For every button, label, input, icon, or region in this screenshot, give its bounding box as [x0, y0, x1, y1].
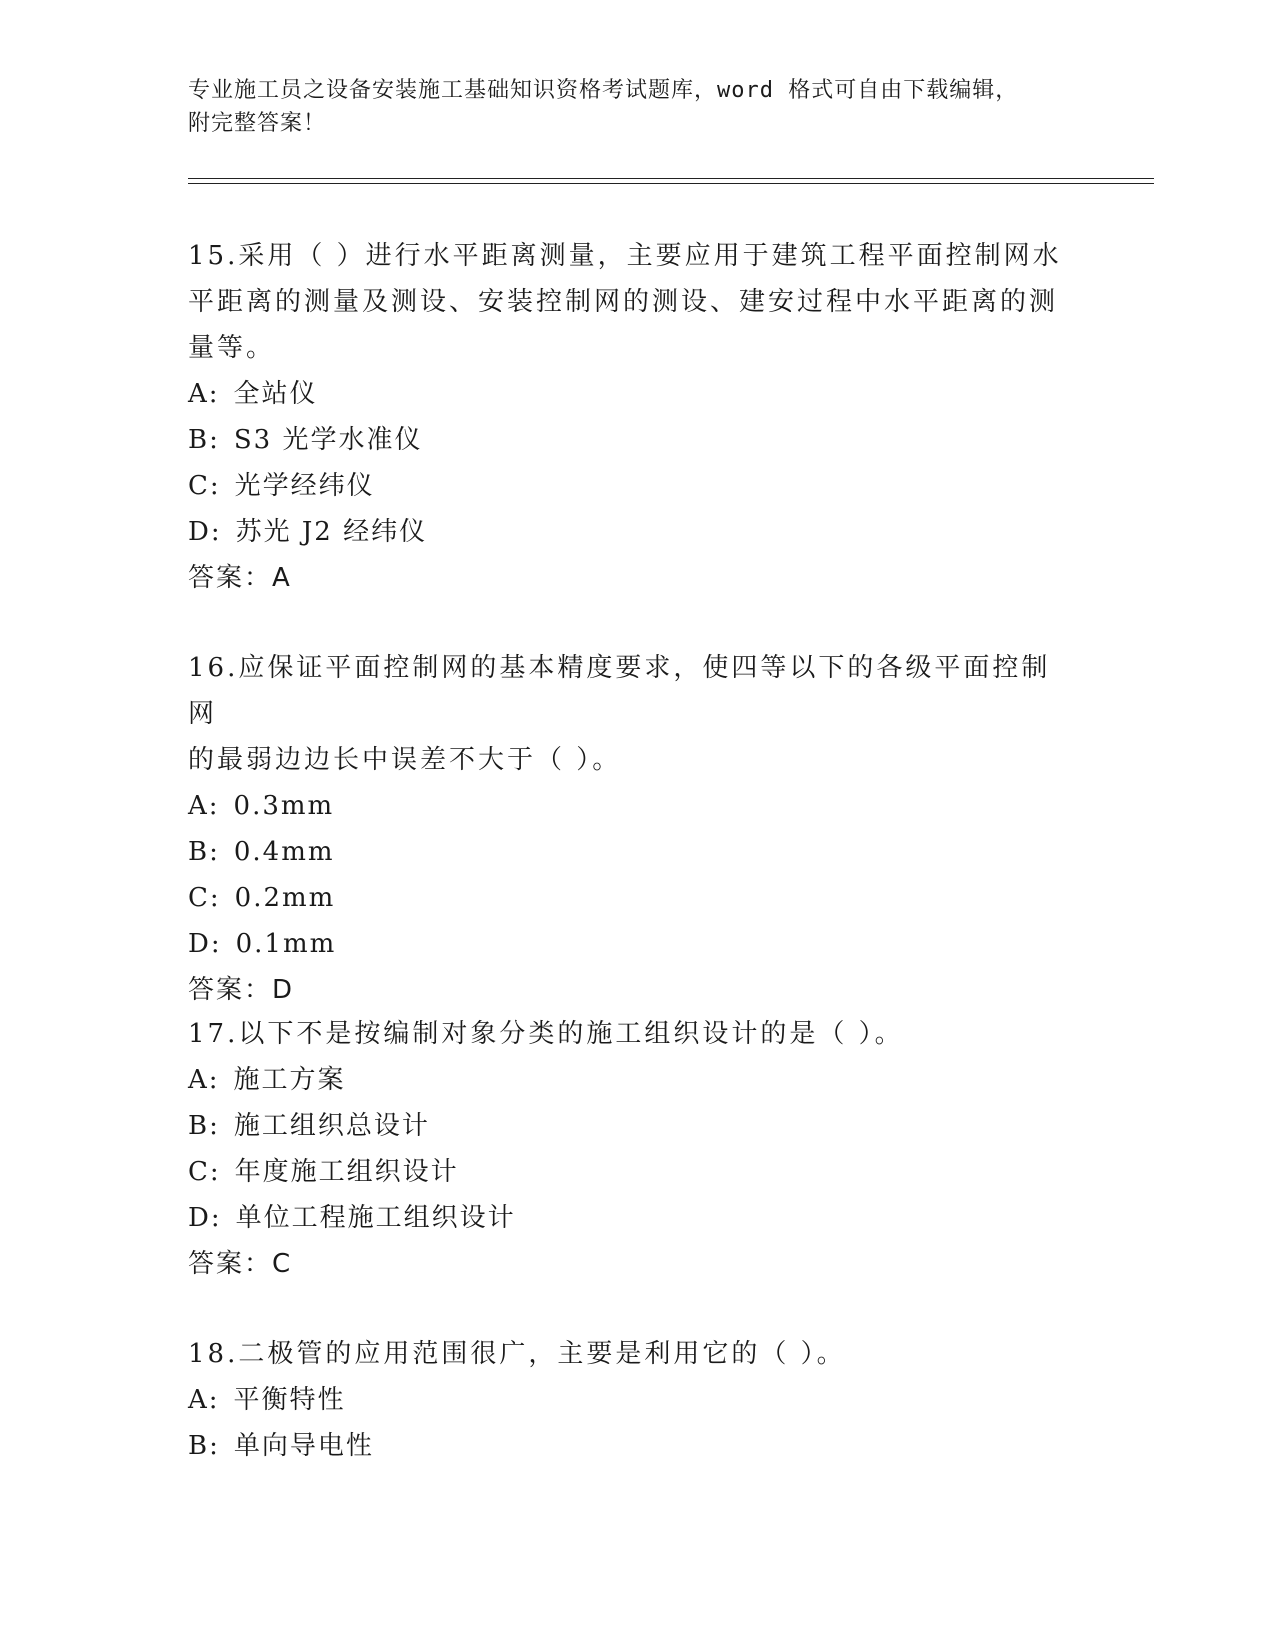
question-18 [188, 1331, 1068, 1469]
header-line-2: 附完整答案！ [188, 111, 327, 136]
option-d: D: 0.1mm [188, 929, 337, 959]
option-c: C: 0.2mm [188, 883, 336, 913]
option-c: C: 光学经纬仪 [188, 471, 375, 501]
option-d: D: 苏光 J2 经纬仪 [188, 517, 428, 547]
answer: 答案：D [188, 975, 295, 1005]
answer: 答案：A [188, 563, 292, 593]
option-c: C: 年度施工组织设计 [188, 1157, 459, 1187]
question-stem: 15.采用（ ）进行水平距离测量，主要应用于建筑工程平面控制网水 平距离的测量及测设、安装控制网的测设、建安过程中水平距离的测 量等。 [188, 241, 1062, 363]
option-a: A: 施工方案 [188, 1065, 346, 1095]
question-17 [188, 1011, 1068, 1287]
option-a: A: 平衡特性 [188, 1385, 346, 1415]
option-a: A: 0.3mm [188, 791, 335, 821]
question-15 [188, 233, 1068, 601]
option-b: B: 施工组织总设计 [188, 1111, 430, 1141]
option-d: D: 单位工程施工组织设计 [188, 1203, 516, 1233]
question-stem: 18.二极管的应用范围很广，主要是利用它的（ ）。 [188, 1339, 846, 1369]
document-header [188, 74, 1088, 140]
question-stem: 17.以下不是按编制对象分类的施工组织设计的是（ ）。 [188, 1019, 904, 1049]
header-line-1: 专业施工员之设备安装施工基础知识资格考试题库，word 格式可自由下载编辑， [188, 78, 1019, 103]
answer: 答案：C [188, 1249, 293, 1279]
option-a: A: 全站仪 [188, 379, 318, 409]
question-stem: 16.应保证平面控制网的基本精度要求，使四等以下的各级平面控制网 的最弱边边长中误差不大于（ ）。 [188, 653, 1051, 775]
option-b: B: 单向导电性 [188, 1431, 374, 1461]
header-divider-bottom [188, 183, 1154, 184]
option-b: B: S3 光学水准仪 [188, 425, 423, 455]
header-divider-top [188, 178, 1154, 179]
question-16 [188, 645, 1068, 1013]
option-b: B: 0.4mm [188, 837, 335, 867]
